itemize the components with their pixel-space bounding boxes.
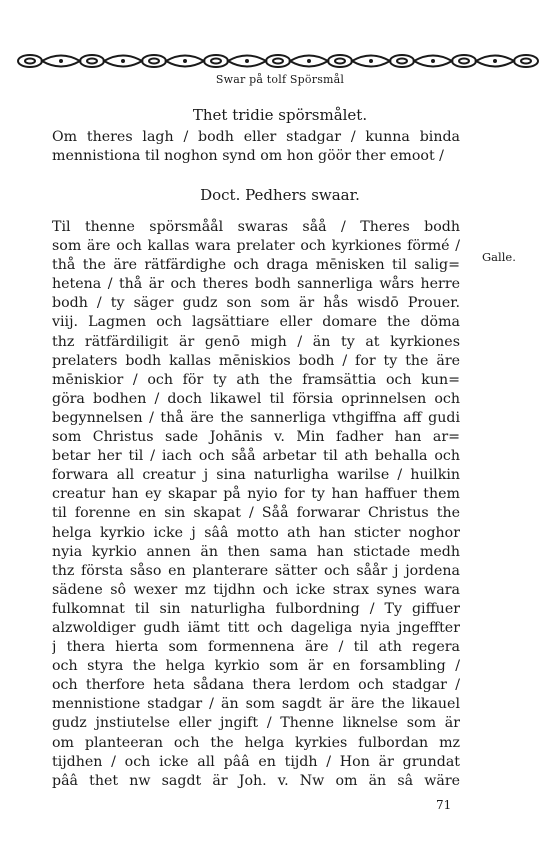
text-line: pââ thet nw sagdt är Joh. v. Nw om än sâ wäre: [52, 772, 460, 789]
text-line: fulkomnat til sin naturligha fulbordning / Ty giffuer: [52, 600, 460, 617]
text-line: mennistione stadgar / än som sagdt är äre the likauel: [52, 696, 460, 713]
text-line: thz rätfärdiligit är genō migh / än ty at kyrkiones: [52, 333, 460, 350]
text-line: göra bodhen / doch likawel til försia oprinnelsen och: [52, 390, 460, 407]
text-line: til forenne en sin skapat / Såå forwarar Christus the: [52, 505, 460, 522]
ornamental-border: [14, 50, 544, 72]
text-line: Til thenne spörsmåål swaras såå / Theres bodh: [52, 219, 460, 235]
text-line: j thera hierta som formennena äre / til ath regera: [52, 639, 460, 656]
text-line: som äre och kallas wara prelater och kyrkiones förmé /: [52, 238, 460, 255]
text-line: mēniskior / och för ty ath the framsättia och kun=: [52, 371, 460, 388]
text-line: mennistiona til noghon synd om hon göör ther emoot /: [52, 148, 444, 165]
text-line: forwara all creatur j sina naturligha warilse / huilkin: [52, 467, 460, 484]
running-head: Swar på tolf Spörsmål: [215, 73, 345, 86]
text-line: helga kyrkio icke j sââ motto ath han sticter noghor: [52, 524, 460, 541]
text-line: bodh / ty säger gudz son som är hås wisdō Prouer.: [52, 295, 460, 312]
text-line: betar her til / iach och såå arbetar til ath behalla och: [52, 448, 460, 465]
text-line: thå the äre rätfärdighe och draga mēnisken til salig=: [52, 257, 460, 274]
text-line: tijdhen / och icke all pââ en tijdh / Hon är grundat: [52, 753, 460, 770]
text-line: viij. Lagmen och lagsättiare eller domare the döma: [52, 314, 460, 331]
marginal-note: Galle.: [482, 250, 516, 264]
text-line: om planteeran och the helga kyrkies fulbordan mz: [52, 734, 460, 751]
text-line: som Christus sade Johānis v. Min fadher han ar=: [52, 429, 460, 446]
text-line: Om theres lagh / bodh eller stadgar / kunna binda: [52, 129, 460, 145]
text-line: och therfore heta sådana thera lerdom och stadgar /: [52, 677, 460, 694]
question-paragraph: [52, 128, 460, 166]
text-line: creatur han ey skapar på nyio for ty han haffuer them: [52, 486, 460, 503]
text-line: alzwoldiger gudh iämt titt och dageliga nyia jngeffter: [52, 619, 460, 636]
section-title: Thet tridie spörsmålet.: [192, 106, 368, 124]
text-line: prelaters bodh kallas mēniskios bodh / for ty the äre: [52, 352, 460, 369]
page-number: 71: [436, 798, 452, 812]
text-line: gudz jnstiutelse eller jngift / Thenne liknelse som är: [52, 715, 460, 732]
answer-title: Doct. Pedhers swaar.: [200, 186, 360, 204]
text-line: sädene sô wexer mz tijdhn och icke strax synes wara: [52, 581, 460, 598]
text-line: hetena / thå är och theres bodh sannerliga wårs herre: [52, 276, 460, 293]
text-line: och styra the helga kyrkio som är en forsambling /: [52, 658, 460, 675]
text-line: begynnelsen / thå äre the sannerliga vthgiffna aff gudi: [52, 409, 460, 426]
answer-paragraph: [52, 218, 460, 791]
text-line: thz första såso en planterare sätter och såår j jordena: [52, 562, 460, 579]
text-line: nyia kyrkio annen än then sama han stictade medh: [52, 543, 460, 560]
